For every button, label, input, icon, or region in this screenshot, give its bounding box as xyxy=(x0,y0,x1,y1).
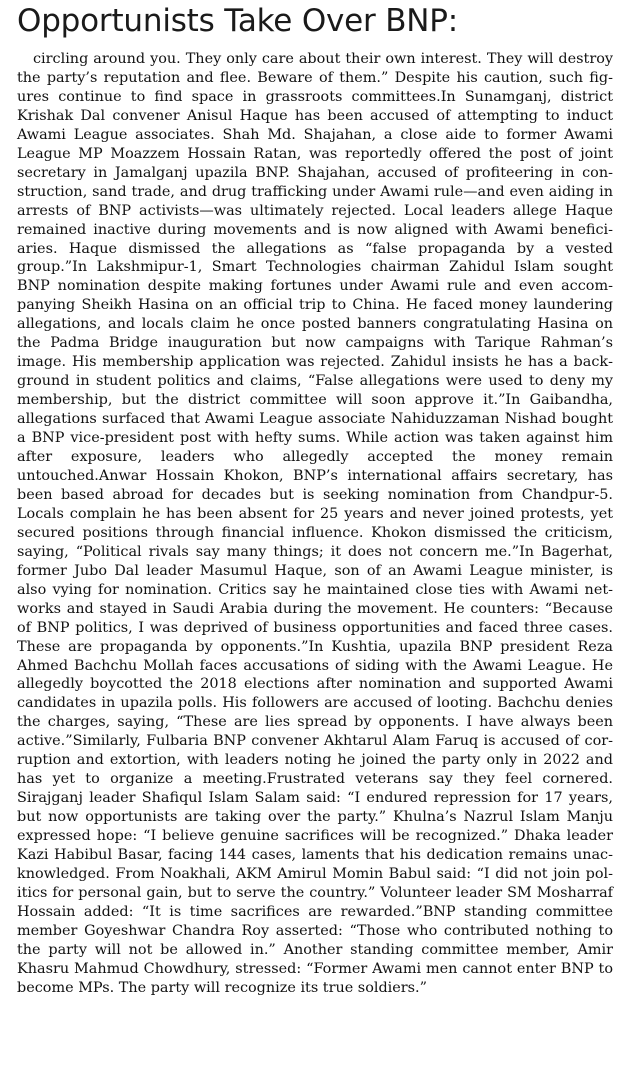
article-body: circling around you. They only care about their own interest. They will destroy the party’s reputation and flee. Beware of them.” Despite his caution, such figures continue to find space in grassroots committees.In Sunamganj, district Krishak Dal convener Anisul Haque has been accused of attempting to induct Awami League associates. Shah Md. Shajahan, a close aide to former Awami League MP Moazzem Hossain Ratan, was reportedly offered the post of joint secretary in Jamalganj upazila BNP. Shajahan, accused of profiteering in construction, sand trade, and drug trafficking under Awami rule—and even aiding in arrests of BNP activists—was ultimately rejected. Local leaders allege Haque remained inactive during movements and is now aligned with Awami beneficiaries. Haque dismissed the allegations as “false propaganda by a vested group.”In Lakshmipur-1, Smart Technologies chairman Zahidul Islam sought BNP nomination despite making fortunes under Awami rule and even accompanying Sheikh Hasina on an official trip to China. He faced money laundering allegations, and locals claim he once posted banners congratulating Hasina on the Padma Bridge inauguration but now campaigns with Tarique Rahman’s image. His membership application was rejected. Zahidul insists he has a background in student politics and claims, “False allegations were used to deny my membership, but the district committee will soon approve it.”In Gaibandha, allegations surfaced that Awami League associate Nahiduzzaman Nishad bought a BNP vice-president post with hefty sums. While action was taken against him after exposure, leaders who allegedly accepted the money remain untouched.Anwar Hossain Khokon, BNP’s international affairs secretary, has been based abroad for decades but is seeking nomination from Chandpur-5. Locals complain he has been absent for 25 years and never joined protests, yet secured positions through financial influence. Khokon dismissed the criticism, saying, “Political rivals say many things; it does not concern me.”In Bagerhat, former Jubo Dal leader Masumul Haque, son of an Awami League minister, is also vying for nomination. Critics say he maintained close ties with Awami networks and stayed in Saudi Arabia during the movement. He counters: “Because of BNP politics, I was deprived of business opportunities and faced three cases. These are propaganda by opponents.”In Kushtia, upazila BNP president Reza Ahmed Bachchu Mollah faces accusations of siding with the Awami League. He allegedly boycotted the 2018 elections after nomination and supported Awami candidates in upazila polls. His followers are accused of looting. Bachchu denies the charges, saying, “These are lies spread by opponents. I have always been active.”Similarly, Fulbaria BNP convener Akhtarul Alam Faruq is accused of corruption and extortion, with leaders noting he joined the party only in 2022 and has yet to organize a meeting.Frustrated veterans say they feel cornered. Sirajganj leader Shafiqul Islam Salam said: “I endured repression for 17 years, but now opportunists are taking over the party.” Khulna’s Nazrul Islam Manju expressed hope: “I believe genuine sacrifices will be recognized.” Dhaka leader Kazi Habibul Basar, facing 144 cases, laments that his dedication remains unacknowledged. From Noakhali, AKM Amirul Momin Babul said: “I did not join politics for personal gain, but to serve the country.” Volunteer leader SM Mosharraf Hossain added: “It is time sacrifices are rewarded.”BNP standing committee member Goyeshwar Chandra Roy asserted: “Those who contributed nothing to the party will not be allowed in.” Another standing committee member, Amir Khasru Mahmud Chowdhury, stressed: “Former Awami men cannot enter BNP to become MPs. The party will recognize its true soldiers.” xyxy=(17,51,613,996)
article-headline: Opportunists Take Over BNP: xyxy=(17,3,459,39)
